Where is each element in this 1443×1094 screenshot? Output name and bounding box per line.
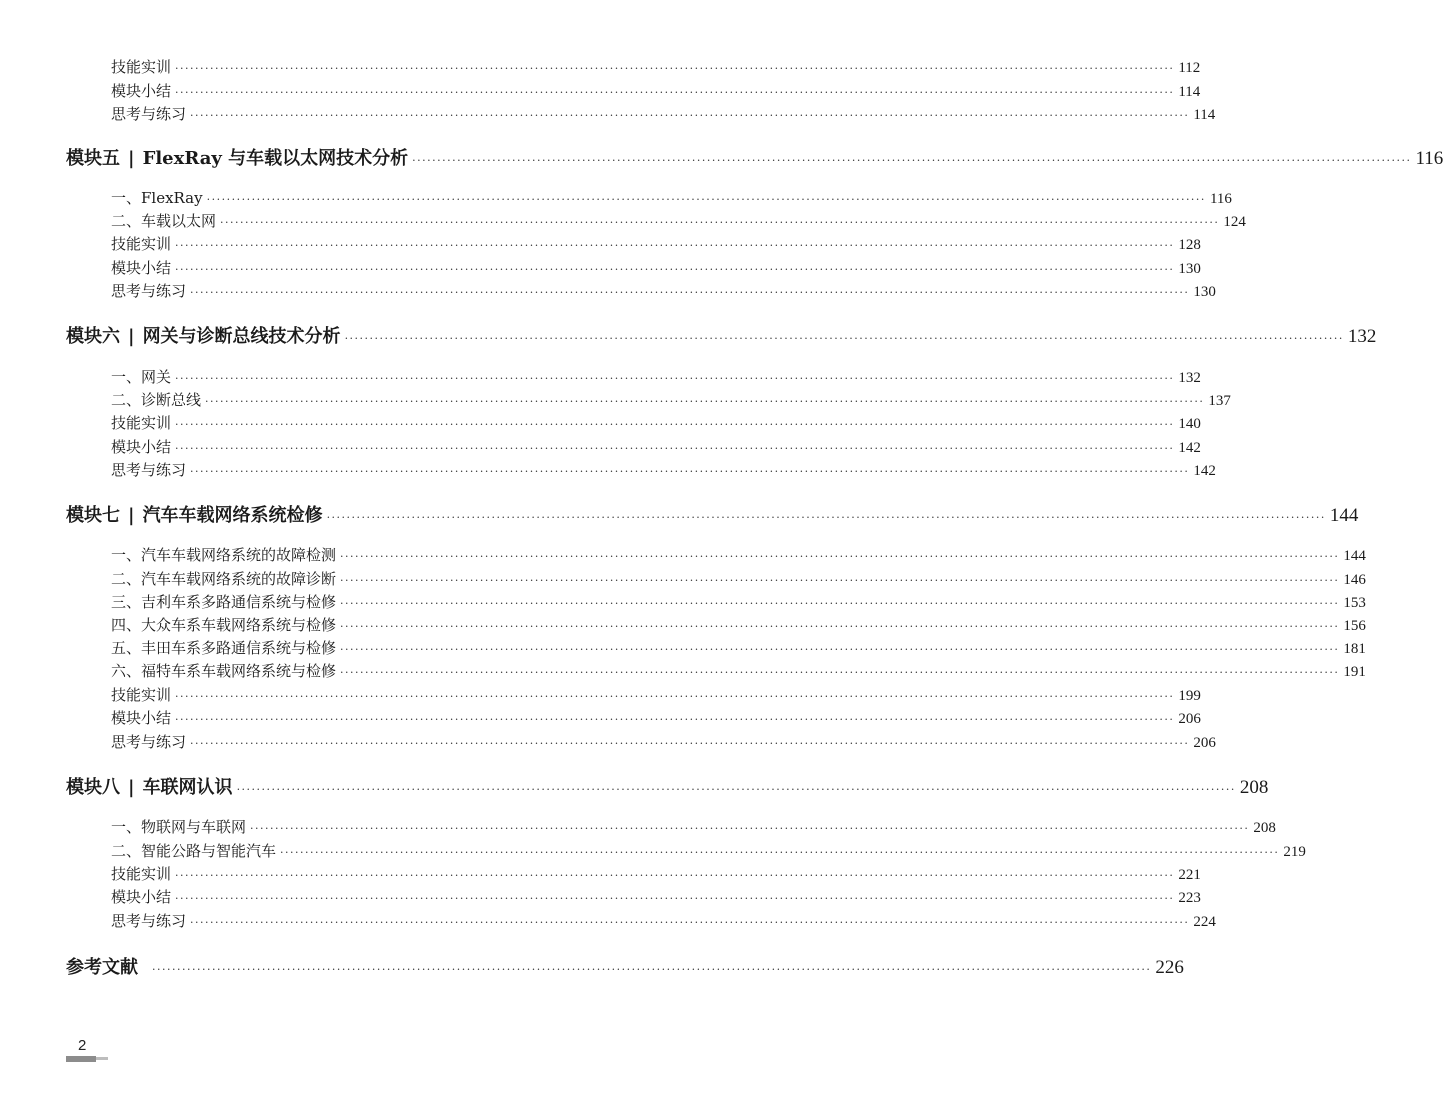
toc-entry[interactable]	[111, 103, 1216, 124]
entry-title: 模块小结	[111, 888, 172, 906]
toc-entry[interactable]	[111, 568, 1366, 589]
entry-title: 四、大众车系车载网络系统与检修	[111, 616, 337, 634]
entry-title: 模块小结	[111, 438, 172, 456]
dot-leader: ········································································································································································································	[175, 690, 1175, 703]
module-label: 模块五	[66, 148, 120, 169]
entry-page: 132	[1178, 370, 1201, 386]
dot-leader: ········································································································································································································	[205, 395, 1205, 408]
toc-entry[interactable]	[111, 707, 1201, 728]
toc-entry[interactable]	[111, 210, 1246, 231]
toc-entry[interactable]	[111, 544, 1366, 565]
module-label: 模块七	[66, 505, 120, 526]
entry-title: 思考与练习	[111, 912, 187, 930]
toc-entry[interactable]	[111, 280, 1216, 301]
toc-entry[interactable]	[111, 886, 1201, 907]
dot-leader: ········································································································································································································	[340, 550, 1340, 563]
dot-leader: ········································································································································································································	[190, 109, 1190, 122]
toc-entry[interactable]	[111, 840, 1306, 861]
module-title: 网关与诊断总线技术分析	[142, 326, 341, 347]
entry-page: 130	[1178, 261, 1201, 277]
entry-title: 模块小结	[111, 259, 172, 277]
entry-page: 124	[1223, 214, 1246, 230]
entry-page: 156	[1343, 618, 1366, 634]
entry-page: 132	[1347, 326, 1377, 347]
dot-leader: ········································································································································································································	[340, 666, 1340, 679]
module-heading	[66, 501, 323, 527]
toc-entry[interactable]	[111, 56, 1201, 77]
entry-page: 142	[1178, 440, 1201, 456]
toc-module-heading[interactable]	[66, 322, 1377, 348]
module-separator: |	[128, 326, 135, 347]
page-number: 2	[78, 1037, 87, 1054]
toc-module-heading[interactable]	[66, 773, 1269, 799]
dot-leader: ········································································································································································································	[250, 822, 1250, 835]
entry-title: 二、车载以太网	[111, 212, 217, 230]
toc-entry[interactable]	[111, 637, 1366, 658]
entry-title: 二、诊断总线	[111, 391, 202, 409]
entry-page: 219	[1283, 844, 1306, 860]
dot-leader: ········································································································································································································	[175, 62, 1175, 75]
dot-leader: ········································································································································································································	[206, 193, 1206, 206]
dot-leader: ········································································································································································································	[326, 511, 1326, 524]
dot-leader: ········································································································································································································	[175, 418, 1175, 431]
dot-leader: ········································································································································································································	[340, 620, 1340, 633]
entry-page: 128	[1178, 237, 1201, 253]
entry-page: 208	[1253, 820, 1276, 836]
module-title: 车联网认识	[142, 777, 233, 798]
toc-entry[interactable]	[111, 389, 1231, 410]
module-separator: |	[128, 777, 135, 798]
dot-leader: ········································································································································································································	[340, 574, 1340, 587]
toc-module-heading[interactable]	[66, 144, 1443, 170]
entry-title: 技能实训	[111, 58, 172, 76]
dot-leader: ········································································································································································································	[175, 869, 1175, 882]
entry-title: 技能实训	[111, 865, 172, 883]
dot-leader: ········································································································································································································	[175, 442, 1175, 455]
entry-page: 144	[1329, 505, 1359, 526]
entry-title: 技能实训	[111, 686, 172, 704]
module-heading	[66, 773, 233, 799]
entry-page: 114	[1178, 84, 1201, 100]
entry-page: 116	[1209, 191, 1232, 207]
entry-title: 思考与练习	[111, 105, 187, 123]
dot-leader: ········································································································································································································	[190, 465, 1190, 478]
toc-entry[interactable]	[111, 436, 1201, 457]
entry-page: 137	[1208, 393, 1231, 409]
toc-references-heading[interactable]	[66, 953, 1184, 979]
dot-leader: ········································································································································································································	[175, 86, 1175, 99]
toc-entry[interactable]	[111, 910, 1216, 931]
toc-entry[interactable]	[111, 366, 1201, 387]
dot-leader: ········································································································································································································	[236, 783, 1236, 796]
page-number-bar-tail	[96, 1057, 108, 1060]
entry-title: 思考与练习	[111, 461, 187, 479]
dot-leader: ········································································································································································································	[340, 643, 1340, 656]
toc-module-heading[interactable]	[66, 501, 1359, 527]
toc-entry[interactable]	[111, 412, 1201, 433]
entry-title: 思考与练习	[111, 733, 187, 751]
toc-entry[interactable]	[111, 187, 1232, 208]
entry-page: 140	[1178, 416, 1201, 432]
module-title: 汽车车载网络系统检修	[142, 505, 323, 526]
dot-leader: ········································································································································································································	[175, 263, 1175, 276]
entry-title: 五、丰田车系多路通信系统与检修	[111, 639, 337, 657]
dot-leader: ········································································································································································································	[344, 332, 1344, 345]
entry-title: 模块小结	[111, 82, 172, 100]
toc-entry[interactable]	[111, 459, 1216, 480]
toc-entry[interactable]	[111, 233, 1201, 254]
entry-page: 114	[1193, 107, 1216, 123]
entry-title: 一、物联网与车联网	[111, 818, 247, 836]
entry-page: 206	[1178, 711, 1201, 727]
dot-leader: ········································································································································································································	[175, 892, 1175, 905]
toc-entry[interactable]	[111, 257, 1201, 278]
dot-leader: ········································································································································································································	[280, 846, 1280, 859]
page-number-bar	[66, 1056, 96, 1062]
dot-leader: ········································································································································································································	[175, 372, 1175, 385]
toc-entry[interactable]	[111, 816, 1276, 837]
entry-title: 一、汽车车载网络系统的故障检测	[111, 546, 337, 564]
dot-leader: ········································································································································································································	[152, 963, 1152, 976]
module-title: FlexRay 与车载以太网技术分析	[142, 148, 409, 169]
module-label: 模块八	[66, 777, 120, 798]
entry-page: 223	[1178, 890, 1201, 906]
entry-page: 221	[1178, 867, 1201, 883]
module-label: 模块六	[66, 326, 120, 347]
toc-entry[interactable]	[111, 614, 1366, 635]
entry-page: 208	[1239, 777, 1269, 798]
toc-entry[interactable]	[111, 80, 1201, 101]
dot-leader: ········································································································································································································	[220, 216, 1220, 229]
module-separator: |	[128, 148, 135, 169]
entry-page: 146	[1343, 572, 1366, 588]
entry-page: 199	[1178, 688, 1201, 704]
entry-page: 130	[1193, 284, 1216, 300]
entry-title: 一、网关	[111, 368, 172, 386]
entry-title: 二、智能公路与智能汽车	[111, 842, 277, 860]
entry-page: 153	[1343, 595, 1366, 611]
entry-page: 206	[1193, 735, 1216, 751]
entry-page: 226	[1155, 957, 1184, 978]
toc-entry[interactable]	[111, 591, 1366, 612]
entry-title: 六、福特车系车载网络系统与检修	[111, 662, 337, 680]
dot-leader: ········································································································································································································	[175, 239, 1175, 252]
entry-page: 112	[1178, 60, 1201, 76]
toc-entry[interactable]	[111, 863, 1201, 884]
dot-leader: ········································································································································································································	[190, 286, 1190, 299]
dot-leader: ········································································································································································································	[340, 597, 1340, 610]
entry-title: 模块小结	[111, 709, 172, 727]
entry-page: 116	[1415, 148, 1443, 169]
module-heading	[66, 322, 341, 348]
dot-leader: ········································································································································································································	[412, 154, 1412, 167]
toc-entry[interactable]	[111, 660, 1366, 681]
dot-leader: ········································································································································································································	[190, 916, 1190, 929]
entry-page: 144	[1343, 548, 1366, 564]
entry-page: 191	[1343, 664, 1366, 680]
dot-leader: ········································································································································································································	[175, 713, 1175, 726]
module-heading	[66, 144, 408, 170]
entry-title: 技能实训	[111, 235, 172, 253]
references-heading: 参考文献	[66, 957, 138, 978]
entry-title: 三、吉利车系多路通信系统与检修	[111, 593, 337, 611]
entry-page: 181	[1343, 641, 1366, 657]
toc-entry[interactable]	[111, 684, 1201, 705]
entry-page: 224	[1193, 914, 1216, 930]
entry-title: 二、汽车车载网络系统的故障诊断	[111, 570, 337, 588]
entry-title: 思考与练习	[111, 282, 187, 300]
entry-title: 一、FlexRay	[111, 189, 203, 207]
entry-title: 技能实训	[111, 414, 172, 432]
dot-leader: ········································································································································································································	[190, 737, 1190, 750]
module-separator: |	[128, 505, 135, 526]
toc-entry[interactable]	[111, 731, 1216, 752]
entry-page: 142	[1193, 463, 1216, 479]
